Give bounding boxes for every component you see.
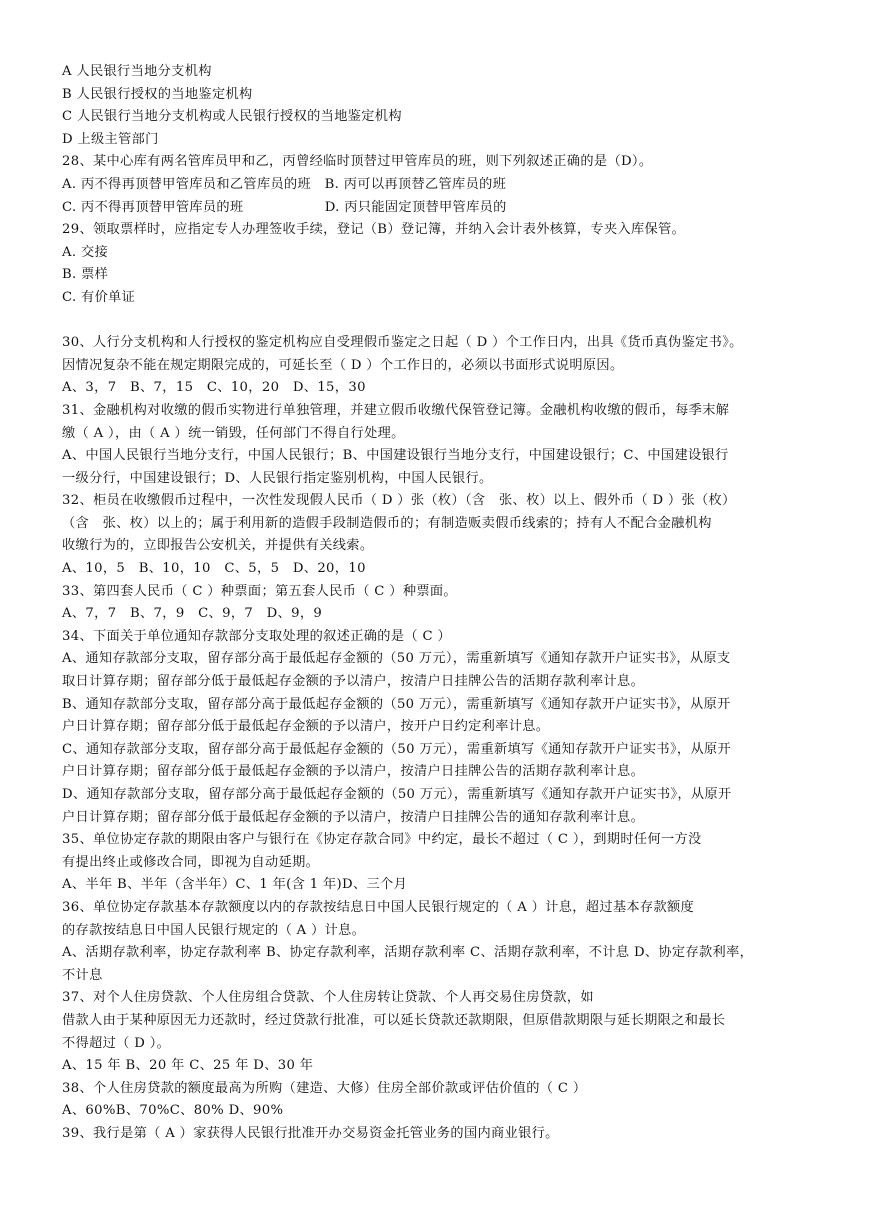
question-33: 33、第四套人民币（ C ）种票面；第五套人民币（ C ）种票面。 — [62, 583, 457, 599]
text-line: A 人民银行当地分支机构 — [62, 64, 212, 79]
text-line: C. 丙不得再顶替甲管库员的班 D. 丙只能固定顶替甲管库员的 — [62, 199, 507, 215]
question-38: 38、个人住房贷款的额度最高为所购（建造、大修）住房全部价款或评估价值的（ C ） — [62, 1080, 587, 1096]
question-30: 30、人行分支机构和人行授权的鉴定机构应自受理假币鉴定之日起（ D ）个工作日内，出具《货币真伪鉴定书》。 — [62, 335, 743, 351]
text-line: 收缴行为的，立即报告公安机关，并提供有关线索。 — [62, 538, 374, 554]
blank-line — [62, 310, 822, 333]
text-line: A、通知存款部分支取，留存部分高于最低起存金额的（50 万元），需重新填写《通知存款开户证实书》，从原支 — [62, 651, 731, 667]
document-page — [62, 61, 822, 1146]
text-line: B 人民银行授权的当地鉴定机构 — [62, 86, 253, 102]
text-line: C. 有价单证 — [62, 289, 136, 305]
text-line: 户日计算存期；留存部分低于最低起存金额的予以清户，按清户日挂牌公告的通知存款利率计息。 — [62, 809, 645, 825]
text-line: D 上级主管部门 — [62, 131, 159, 147]
text-line: A、60%B、70%C、80% D、90% — [62, 1103, 284, 1119]
question-28: 28、某中心库有两名管库员甲和乙，丙曾经临时顶替过甲管库员的班，则下列叙述正确的是（D）。 — [62, 154, 653, 170]
text-line: A、活期存款利率，协定存款利率 B、协定存款利率，活期存款利率 C、活期存款利率，不计息 D、协定存款利率， — [62, 945, 754, 961]
question-36: 36、单位协定存款基本存款额度以内的存款按结息日中国人民银行规定的（ A ）计息，超过基本存款额度 — [62, 899, 695, 915]
text-line: A、3，7 B、7，15 C、10，20 D、15，30 — [62, 380, 366, 396]
question-37: 37、对个人住房贷款、个人住房组合贷款、个人住房转让贷款、个人再交易住房贷款，如 — [62, 990, 594, 1006]
text-line: A、10，5 B、10，10 C、5，5 D、20，10 — [62, 561, 366, 577]
text-line: B、通知存款部分支取，留存部分高于最低起存金额的（50 万元），需重新填写《通知存款开户证实书》，从原开 — [62, 696, 731, 712]
text-line: A、半年 B、半年（含半年）C、1 年(含 1 年)D、三个月 — [62, 877, 408, 893]
text-line: 户日计算存期；留存部分低于最低起存金额的予以清户，按清户日挂牌公告的活期存款利率计息。 — [62, 764, 645, 780]
text-line: 取日计算存期；留存部分低于最低起存金额的予以清户，按清户日挂牌公告的活期存款利率计息。 — [62, 674, 645, 690]
text-line: A、7，7 B、7，9 C、9，7 D、9，9 — [62, 606, 323, 622]
text-line: （含 张、枚）以上的；属于利用新的造假手段制造假币的；有制造贩卖假币线索的；持有人不配合金融机构 — [62, 515, 712, 531]
text-line: C 人民银行当地分支机构或人民银行授权的当地鉴定机构 — [62, 109, 402, 125]
question-34: 34、下面关于单位通知存款部分支取处理的叙述正确的是（ C ） — [62, 628, 451, 644]
text-line: A. 交接 — [62, 244, 109, 260]
text-line: 借款人由于某种原因无力还款时，经过贷款行批准，可以延长贷款还款期限，但原借款期限与延长期限之和最长 — [62, 1012, 726, 1028]
question-31: 31、金融机构对收缴的假币实物进行单独管理，并建立假币收缴代保管登记簿。金融机构收缴的假币，每季末解 — [62, 402, 730, 418]
text-line: A、中国人民银行当地分支行，中国人民银行；B、中国建设银行当地分支行，中国建设银行；C、中国建设银行 — [62, 448, 729, 464]
question-29: 29、领取票样时，应指定专人办理签收手续，登记（B）登记簿，并纳入会计表外核算，专夹入库保管。 — [62, 222, 686, 238]
text-line: 因情况复杂不能在规定期限完成的，可延长至（ D ）个工作日的，必须以书面形式说明原因。 — [62, 357, 624, 373]
question-35: 35、单位协定存款的期限由客户与银行在《协定存款合同》中约定，最长不超过（ C ），到期时任何一方没 — [62, 832, 702, 848]
text-line: 不计息 — [62, 967, 103, 983]
text-line: A、15 年 B、20 年 C、25 年 D、30 年 — [62, 1058, 314, 1074]
text-line: 一级分行，中国建设银行；D、人民银行指定鉴别机构，中国人民银行。 — [62, 470, 493, 486]
text-line: B. 票样 — [62, 267, 109, 283]
question-39: 39、我行是第（ A ）家获得人民银行批准开办交易资金托管业务的国内商业银行。 — [62, 1125, 559, 1141]
text-line: 缴（ A ），由（ A ）统一销毁，任何部门不得自行处理。 — [62, 425, 405, 441]
text-line: 户日计算存期；留存部分低于最低起存金额的予以清户，按开户日约定利率计息。 — [62, 719, 550, 735]
text-line: 的存款按结息日中国人民银行规定的（ A ）计息。 — [62, 922, 366, 938]
text-line: 不得超过（ D ）。 — [62, 1035, 171, 1051]
text-line: C、通知存款部分支取，留存部分高于最低起存金额的（50 万元），需重新填写《通知存款开户证实书》，从原开 — [62, 741, 732, 757]
question-32: 32、柜员在收缴假币过程中，一次性发现假人民币（ D ）张（枚）（含 张、枚）以上、假外币（ D ）张（枚） — [62, 493, 736, 509]
text-line: D、通知存款部分支取，留存部分高于最低起存金额的（50 万元），需重新填写《通知存款开户证实书》，从原开 — [62, 787, 732, 802]
text-line: A. 丙不得再顶替甲管库员和乙管库员的班 B. 丙可以再顶替乙管库员的班 — [62, 176, 507, 192]
text-line: 有提出终止或修改合同，即视为自动延期。 — [62, 854, 320, 870]
